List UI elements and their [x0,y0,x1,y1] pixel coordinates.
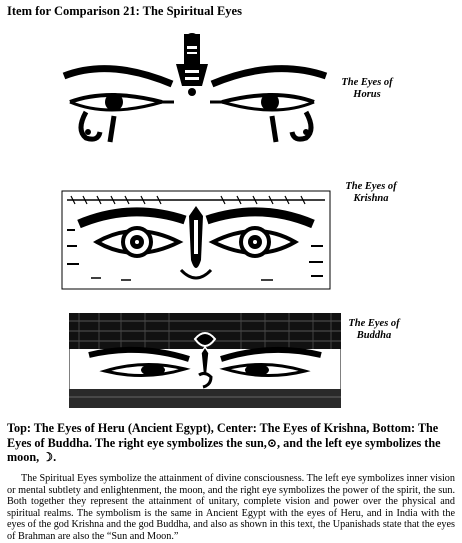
figure-label-horus: The Eyes of Horus [341,77,393,100]
figure-label-buddha: The Eyes of Buddha [348,318,400,341]
moon-symbol-icon: ☽ [42,450,54,464]
page-title: Item for Comparison 21: The Spiritual Eyes [7,4,242,18]
figure-eyes-of-buddha [69,313,341,408]
figure-label-krishna: The Eyes of Krishna [345,181,397,204]
sun-symbol-icon: ⊙ [266,435,278,450]
figure-caption: Top: The Eyes of Heru (Ancient Egypt), Center: The Eyes of Krishna, Bottom: The Eyes of Buddha. The right eye symbolizes the sun,⊙, and the left eye symbolizes the moon, ☽. [7,421,441,464]
body-paragraph: The Spiritual Eyes symbolize the attainment of divine consciousness. The left eye symbolizes inner vision or mental subtlety and enlightenment, the moon, and the right eye symbolizes the power of the spirit, the sun. Both together they represent the attainment of unitary, complete vision and power over the physical and spiritual realms. The symbolism is the same in Ancient Egypt with the eyes of Heru, and in India with the eyes of the god Krishna and the god Buddha, and also as shown in this text, the Upanishads state that the eyes of Brahman are also the “Sun and Moon.” [7,473,455,542]
krishna-eyes-icon [61,190,331,290]
uraeus-icon [176,33,208,96]
buddha-eyes-icon [69,313,341,408]
figure-eyes-of-krishna [61,190,331,290]
